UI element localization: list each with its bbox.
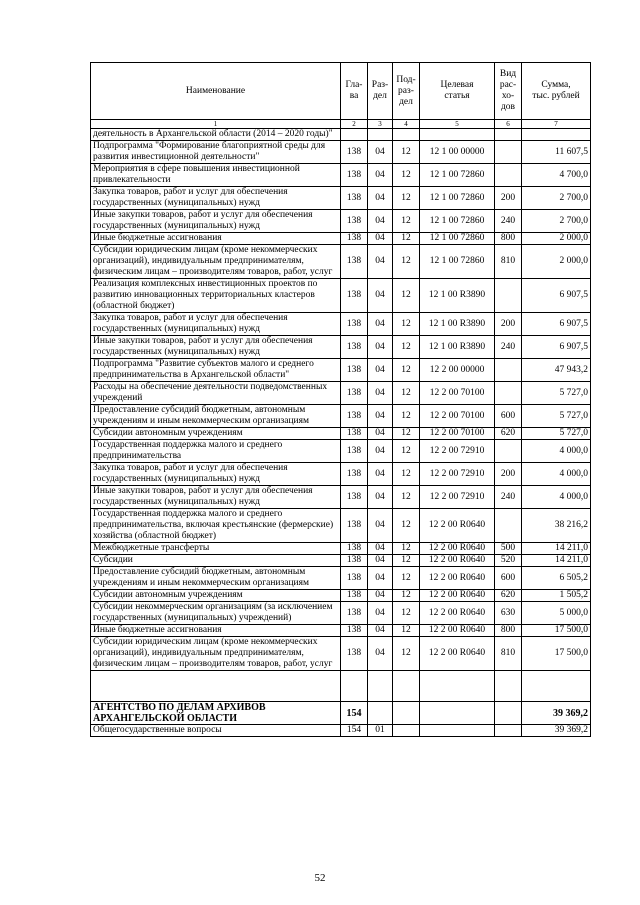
row-expense-type: 200 [495,463,522,486]
row-section: 04 [368,637,393,671]
row-target: 12 2 00 R0640 [420,637,495,671]
row-subsection: 12 [393,279,420,313]
header-chapter: Гла- ва [341,63,368,120]
header-section: Раз- дел [368,63,393,120]
row-section: 04 [368,359,393,382]
row-subsection: 12 [393,336,420,359]
row-target: 12 2 00 72910 [420,440,495,463]
row-section: 04 [368,336,393,359]
header-expense-type: Вид рас- хо- дов [495,63,522,120]
col-number: 4 [393,120,420,129]
row-section: 04 [368,382,393,405]
row-name: Межбюджетные трансферты [91,543,341,555]
row-chapter: 138 [341,382,368,405]
table-body [91,129,591,671]
row-section: 04 [368,279,393,313]
col-number: 2 [341,120,368,129]
table-row [91,233,591,245]
budget-table-container [90,62,590,737]
row-target: 12 1 00 72860 [420,245,495,279]
row-expense-type: 200 [495,187,522,210]
row-name: Закупка товаров, работ и услуг для обеспечения государственных (муниципальных) нужд [91,313,341,336]
row-name: Иные бюджетные ассигнования [91,625,341,637]
header-name: Наименование [91,63,341,120]
row-name: Субсидии [91,555,341,567]
row-subsection: 12 [393,543,420,555]
row-chapter: 138 [341,463,368,486]
row-target: 12 2 00 72910 [420,486,495,509]
row-name: Субсидии автономным учреждениям [91,590,341,602]
agency-sum: 39 369,2 [522,702,591,725]
row-expense-type [495,440,522,463]
table-row [91,405,591,428]
row-sum: 2 700,0 [522,187,591,210]
row-chapter [341,129,368,141]
table-row [91,637,591,671]
row-chapter: 138 [341,279,368,313]
row-section: 04 [368,567,393,590]
row-expense-type: 630 [495,602,522,625]
row-section: 04 [368,428,393,440]
row-target: 12 2 00 R0640 [420,602,495,625]
row-target: 12 1 00 72860 [420,164,495,187]
row-target: 12 1 00 72860 [420,187,495,210]
row-expense-type [495,509,522,543]
row-sum: 14 211,0 [522,555,591,567]
row-section: 04 [368,602,393,625]
row-target: 12 2 00 R0640 [420,509,495,543]
row-sum: 5 727,0 [522,405,591,428]
row-chapter: 138 [341,233,368,245]
row-sum: 11 607,5 [522,141,591,164]
table-row [91,187,591,210]
row-sum: 2 000,0 [522,233,591,245]
row-subsection: 12 [393,440,420,463]
table-row [91,359,591,382]
header-target: Целевая статья [420,63,495,120]
row-section: 04 [368,486,393,509]
row-subsection: 12 [393,486,420,509]
row-name: Субсидии юридическим лицам (кроме некоммерческих организаций), индивидуальным предпринимателям, физическим лицам – производителям товаров, работ, услуг [91,245,341,279]
table-row [91,555,591,567]
row-target: 12 2 00 70100 [420,382,495,405]
budget-table [90,62,591,737]
row-section: 04 [368,313,393,336]
row-expense-type: 810 [495,637,522,671]
row-section: 04 [368,543,393,555]
row-section [368,129,393,141]
row-expense-type [495,164,522,187]
row-expense-type: 810 [495,245,522,279]
row-section: 04 [368,625,393,637]
row-sum: 14 211,0 [522,543,591,555]
row-sum: 6 907,5 [522,313,591,336]
row-section: 04 [368,187,393,210]
row-target: 12 2 00 R0640 [420,567,495,590]
row-expense-type: 200 [495,313,522,336]
page-number: 52 [314,872,326,884]
table-row [91,440,591,463]
row-expense-type: 600 [495,567,522,590]
row-expense-type: 620 [495,428,522,440]
row-sum: 4 700,0 [522,164,591,187]
row-expense-type: 800 [495,625,522,637]
row-chapter: 138 [341,440,368,463]
row-expense-type: 240 [495,486,522,509]
row-section: 04 [368,590,393,602]
row-chapter: 138 [341,164,368,187]
row-expense-type [495,141,522,164]
table-row [91,313,591,336]
row-chapter: 138 [341,313,368,336]
row-sum: 5 727,0 [522,382,591,405]
table-row [91,382,591,405]
row-sum: 39 369,2 [522,725,591,737]
row-expense-type: 620 [495,590,522,602]
row-name: Расходы на обеспечение деятельности подведомственных учреждений [91,382,341,405]
row-name: Закупка товаров, работ и услуг для обеспечения государственных (муниципальных) нужд [91,187,341,210]
row-chapter: 138 [341,428,368,440]
col-number: 6 [495,120,522,129]
row-target: 12 1 00 R3890 [420,336,495,359]
row-name: Субсидии автономным учреждениям [91,428,341,440]
row-name: деятельность в Архангельской области (2014 – 2020 годы)" [91,129,341,141]
row-section: 04 [368,233,393,245]
row-chapter: 138 [341,336,368,359]
row-chapter: 138 [341,590,368,602]
row-name: Подпрограмма "Формирование благоприятной среды для развития инвестиционной деятельности" [91,141,341,164]
table-row [91,486,591,509]
row-subsection: 12 [393,637,420,671]
table-row [91,336,591,359]
row-sum: 2 000,0 [522,245,591,279]
row-subsection: 12 [393,187,420,210]
row-expense-type: 520 [495,555,522,567]
row-name: Предоставление субсидий бюджетным, автономным учреждениям и иным некоммерческим организациям [91,567,341,590]
row-expense-type: 240 [495,210,522,233]
row-name: Государственная поддержка малого и среднего предпринимательства [91,440,341,463]
table-row [91,164,591,187]
table-row [91,279,591,313]
row-name: Подпрограмма "Развитие субъектов малого и среднего предпринимательства в Архангельской области" [91,359,341,382]
row-sum: 4 000,0 [522,486,591,509]
row-subsection: 12 [393,210,420,233]
table-row [91,463,591,486]
row-subsection: 12 [393,625,420,637]
table-row [91,141,591,164]
row-chapter: 138 [341,245,368,279]
table-row [91,602,591,625]
row-sum: 4 000,0 [522,463,591,486]
row-chapter: 138 [341,210,368,233]
table-footer-rows [91,671,591,737]
row-name: Субсидии юридическим лицам (кроме некоммерческих организаций), индивидуальным предпринимателям, физическим лицам – производителям товаров, работ, услуг [91,637,341,671]
row-subsection: 12 [393,405,420,428]
row-expense-type: 600 [495,405,522,428]
row-target: 12 2 00 R0640 [420,543,495,555]
row-target: 12 2 00 70100 [420,428,495,440]
table-header [91,63,591,129]
row-subsection: 12 [393,590,420,602]
row-target: 12 2 00 72910 [420,463,495,486]
row-sum: 38 216,2 [522,509,591,543]
row-subsection: 12 [393,428,420,440]
row-subsection: 12 [393,233,420,245]
row-subsection: 12 [393,555,420,567]
row-target [420,129,495,141]
row-name: Общегосударственные вопросы [91,725,341,737]
column-number-row [91,120,591,129]
row-target: 12 2 00 R0640 [420,625,495,637]
table-row [91,543,591,555]
row-sum: 17 500,0 [522,637,591,671]
col-number: 3 [368,120,393,129]
row-sum: 6 907,5 [522,336,591,359]
row-name: Иные закупки товаров, работ и услуг для обеспечения государственных (муниципальных) нужд [91,336,341,359]
row-name: Иные закупки товаров, работ и услуг для обеспечения государственных (муниципальных) нужд [91,486,341,509]
row-chapter: 138 [341,625,368,637]
row-sum: 4 000,0 [522,440,591,463]
row-subsection: 12 [393,382,420,405]
row-subsection: 12 [393,463,420,486]
row-target: 12 2 00 R0640 [420,555,495,567]
row-name: Иные закупки товаров, работ и услуг для обеспечения государственных (муниципальных) нужд [91,210,341,233]
row-expense-type: 240 [495,336,522,359]
row-chapter: 154 [341,725,368,737]
row-subsection: 12 [393,245,420,279]
row-subsection: 12 [393,509,420,543]
row-chapter: 138 [341,555,368,567]
row-sum: 47 943,2 [522,359,591,382]
row-chapter: 138 [341,486,368,509]
row-name: Предоставление субсидий бюджетным, автономным учреждениям и иным некоммерческим организациям [91,405,341,428]
row-sum: 6 907,5 [522,279,591,313]
row-subsection: 12 [393,141,420,164]
general-questions-row [91,725,591,737]
row-subsection: 12 [393,567,420,590]
col-number: 1 [91,120,341,129]
row-section: 04 [368,405,393,428]
row-chapter: 138 [341,637,368,671]
row-subsection: 12 [393,313,420,336]
row-target: 12 2 00 00000 [420,359,495,382]
row-name: Закупка товаров, работ и услуг для обеспечения государственных (муниципальных) нужд [91,463,341,486]
table-row [91,625,591,637]
table-row [91,428,591,440]
table-row [91,129,591,141]
row-chapter: 138 [341,543,368,555]
row-expense-type [495,279,522,313]
row-subsection: 12 [393,602,420,625]
row-target: 12 1 00 R3890 [420,313,495,336]
empty-row [91,671,591,702]
row-expense-type: 800 [495,233,522,245]
row-section: 04 [368,210,393,233]
row-target: 12 1 00 72860 [420,233,495,245]
row-target: 12 1 00 72860 [420,210,495,233]
row-chapter: 138 [341,187,368,210]
row-section: 04 [368,440,393,463]
row-name: Иные бюджетные ассигнования [91,233,341,245]
table-row [91,590,591,602]
row-expense-type: 500 [495,543,522,555]
row-target: 12 2 00 R0640 [420,590,495,602]
row-name: Субсидии некоммерческим организациям (за исключением государственных (муниципальных) учреждений) [91,602,341,625]
row-subsection [393,129,420,141]
agency-row [91,702,591,725]
row-target: 12 1 00 R3890 [420,279,495,313]
row-target: 12 1 00 00000 [420,141,495,164]
table-row [91,245,591,279]
row-sum: 17 500,0 [522,625,591,637]
agency-name: АГЕНТСТВО ПО ДЕЛАМ АРХИВОВ АРХАНГЕЛЬСКОЙ ОБЛАСТИ [91,702,341,725]
header-sum: Сумма, тыс. рублей [522,63,591,120]
row-subsection: 12 [393,164,420,187]
row-sum [522,129,591,141]
row-chapter: 138 [341,359,368,382]
row-sum: 6 505,2 [522,567,591,590]
row-section: 04 [368,141,393,164]
row-section: 04 [368,509,393,543]
row-expense-type [495,129,522,141]
row-subsection: 12 [393,359,420,382]
row-section: 01 [368,725,393,737]
row-name: Мероприятия в сфере повышения инвестиционной привлекательности [91,164,341,187]
col-number: 7 [522,120,591,129]
row-section: 04 [368,555,393,567]
row-expense-type [495,359,522,382]
row-chapter: 138 [341,141,368,164]
header-subsection: Под- раз- дел [393,63,420,120]
row-sum: 5 000,0 [522,602,591,625]
row-expense-type [495,382,522,405]
row-target: 12 2 00 70100 [420,405,495,428]
row-chapter: 138 [341,509,368,543]
row-section: 04 [368,463,393,486]
table-row [91,210,591,233]
row-section: 04 [368,164,393,187]
col-number: 5 [420,120,495,129]
agency-chapter: 154 [341,702,368,725]
table-row [91,509,591,543]
row-chapter: 138 [341,567,368,590]
row-chapter: 138 [341,602,368,625]
table-row [91,567,591,590]
row-name: Реализация комплексных инвестиционных проектов по развитию инновационных территориальных кластеров (областной бюджет) [91,279,341,313]
row-name: Государственная поддержка малого и среднего предпринимательства, включая крестьянские (фермерские) хозяйства (областной бюджет) [91,509,341,543]
row-section: 04 [368,245,393,279]
row-sum: 2 700,0 [522,210,591,233]
row-sum: 1 505,2 [522,590,591,602]
row-chapter: 138 [341,405,368,428]
row-sum: 5 727,0 [522,428,591,440]
